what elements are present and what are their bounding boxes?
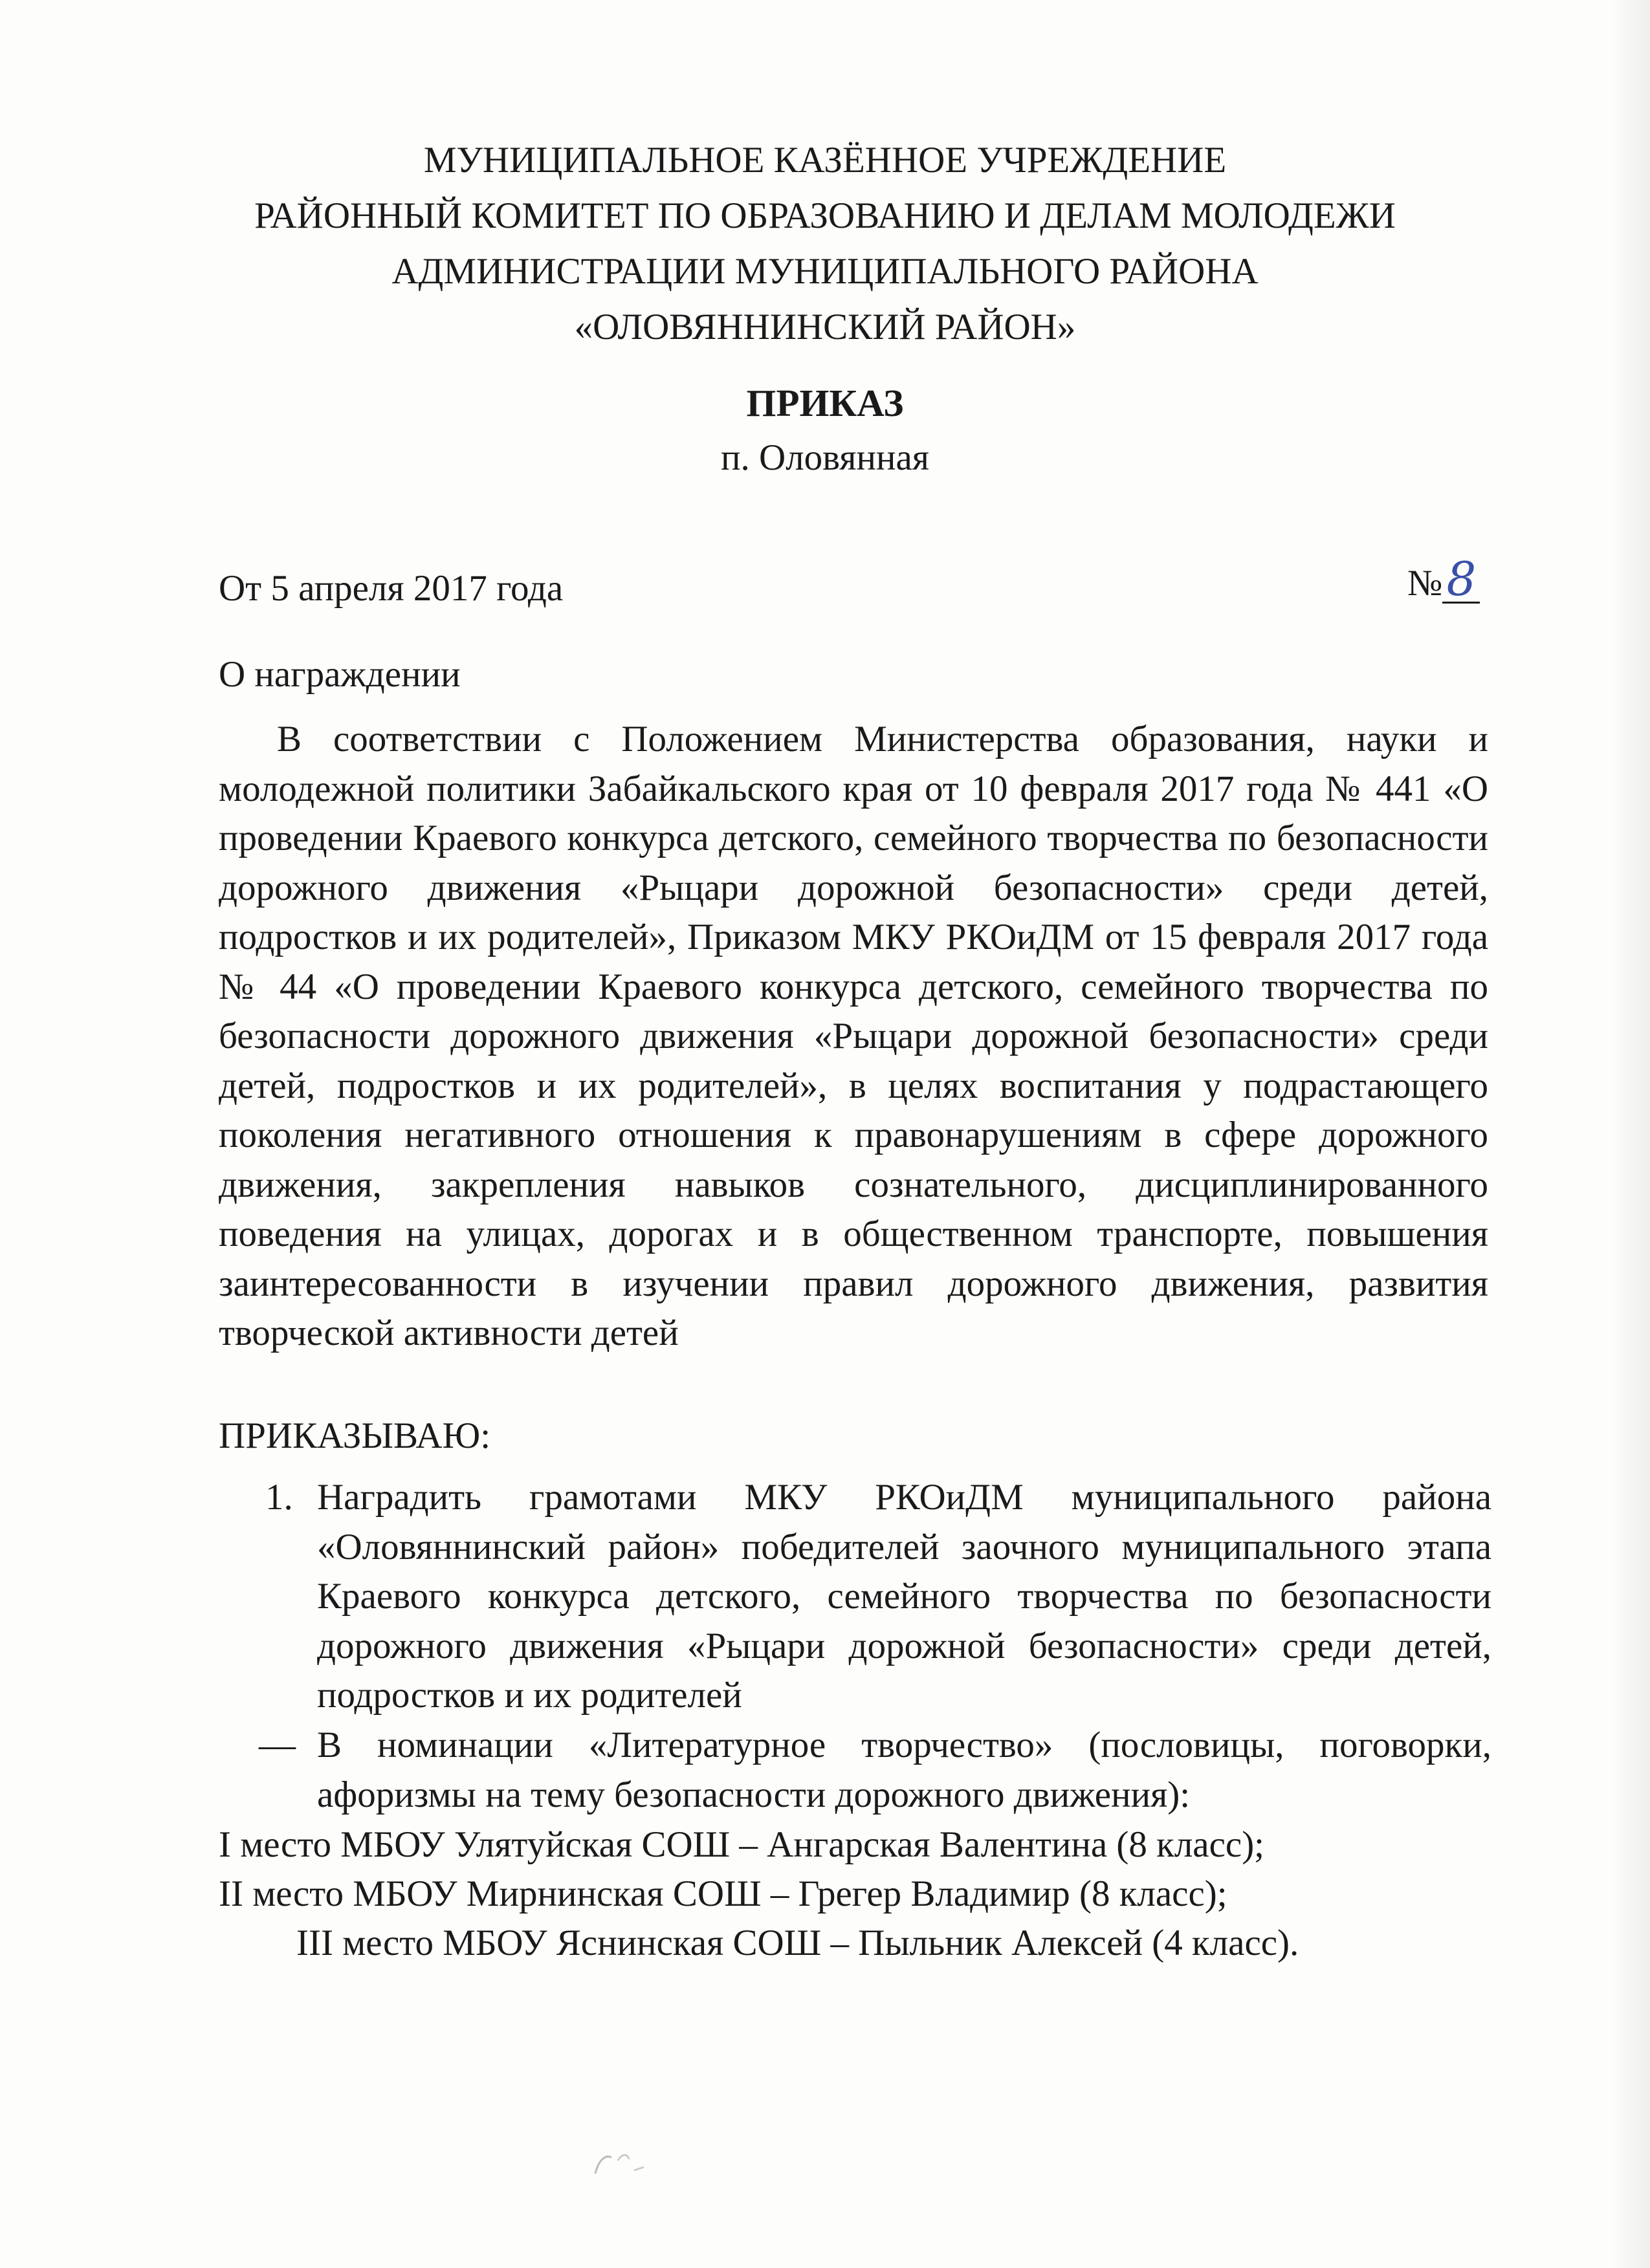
nomination-dash-marker: — bbox=[259, 1725, 296, 1765]
number-handwritten-value: 8 bbox=[1442, 556, 1480, 604]
document-subject: О награждении bbox=[219, 654, 461, 695]
item-number-marker: 1. bbox=[265, 1477, 293, 1518]
place-line-1: I место МБОУ Улятуйская СОШ – Ангарская Валентина (8 класс); bbox=[219, 1824, 1265, 1865]
header-line-4: «ОЛОВЯННИНСКИЙ РАЙОН» bbox=[574, 307, 1076, 347]
document-title: ПРИКАЗ bbox=[746, 382, 904, 424]
organization-header bbox=[194, 133, 1456, 355]
header-line-3: АДМИНИСТРАЦИИ МУНИЦИПАЛЬНОГО РАЙОНА bbox=[391, 251, 1259, 292]
header-line-1: МУНИЦИПАЛЬНОЕ КАЗЁННОЕ УЧРЕЖДЕНИЕ bbox=[423, 140, 1227, 180]
order-item-1: Наградить грамотами МКУ РКОиДМ муниципального района «Оловяннинский район» победителей заочного муниципального этапа Краевого конкурса детского, семейного творчества по безопасности дорожного движения «Рыцари дорожной безопасности» среди детей, подростков и их родителей bbox=[317, 1477, 1491, 1716]
nomination-text: В номинации «Литературное творчество» (пословицы, поговорки, афоризмы на тему безопасности дорожного движения): bbox=[317, 1725, 1491, 1815]
document-number bbox=[1407, 552, 1485, 609]
scan-shadow bbox=[1611, 0, 1650, 2268]
header-line-2: РАЙОННЫЙ КОМИТЕТ ПО ОБРАЗОВАНИЮ И ДЕЛАМ МОЛОДЕЖИ bbox=[254, 195, 1396, 236]
place-line-3: III место МБОУ Яснинская СОШ – Пыльник Алексей (4 класс). bbox=[296, 1923, 1299, 1963]
document-place: п. Оловянная bbox=[720, 437, 930, 478]
pen-mark bbox=[582, 2135, 660, 2186]
place-line-2: II место МБОУ Мирнинская СОШ – Грегер Владимир (8 класс); bbox=[219, 1873, 1227, 1914]
document-date: От 5 апреля 2017 года bbox=[219, 568, 564, 609]
number-label: № bbox=[1407, 563, 1443, 604]
order-heading: ПРИКАЗЫВАЮ: bbox=[219, 1415, 491, 1456]
preamble-paragraph: В соответствии с Положением Министерства образования, науки и молодежной политики Забайкальского края от 10 февраля 2017 года № 441 «О проведении Краевого конкурса детского, семейного творчества по безопасности дорожного движения «Рыцари дорожной безопасности» среди детей, подростков и их родителей», Приказом МКУ РКОиДМ от 15 февраля 2017 года № 44 «О проведении Краевого конкурса детского, семейного творчества по безопасности дорожного движения «Рыцари дорожной безопасности» среди детей, подростков и их родителей», в целях воспитания у подрастающего поколения негативного отношения к правонарушениям в сфере дорожного движения, закрепления навыков сознательного, дисциплинированного поведения на улицах, дорогах и в общественном транспорте, повышения заинтересованности в изучении правил дорожного движения, развития творческой активности детей bbox=[219, 719, 1488, 1353]
